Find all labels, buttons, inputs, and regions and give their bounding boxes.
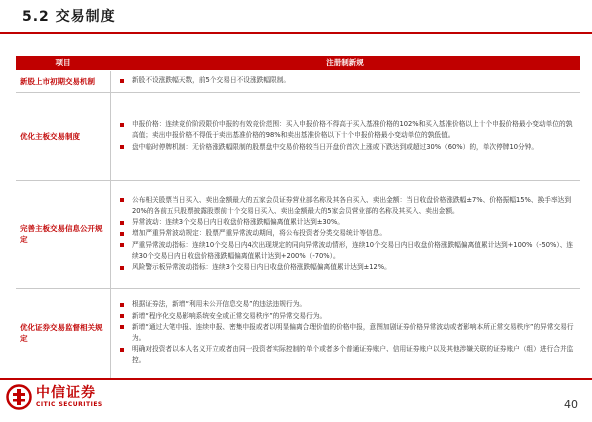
bullet-square-icon xyxy=(120,303,124,307)
bullet-square-icon xyxy=(120,145,124,149)
rule-text: 新股不设涨跌幅天数，前5个交易日不设涨跌幅限制。 xyxy=(132,76,291,85)
column-header-rule: 注册制新规 xyxy=(110,56,580,70)
brand-name-cn: 中信证券 xyxy=(36,385,96,401)
bullet-square-icon xyxy=(120,266,124,270)
citic-logo-icon xyxy=(6,384,32,410)
rule-bullet xyxy=(120,322,576,344)
rule-text: 严重异常波动指标：连续10个交易日内4次出现规定的同向异常波动情形，连续10个交易日内日收盘价格涨跌幅偏离值累计达到+100%（-50%）、连续30个交易日内日收盘价格涨跌幅偏离值累计达到+200%（-70%）。 xyxy=(132,240,574,260)
rule-bullet xyxy=(120,262,576,273)
row-rules xyxy=(110,92,580,180)
rule-text: 根据证券法，新增“利用未公开信息交易”的违法违规行为。 xyxy=(132,300,307,309)
bullet-square-icon xyxy=(120,243,124,247)
bullet-square-icon xyxy=(120,325,124,329)
bullet-square-icon xyxy=(120,79,124,83)
table-row xyxy=(16,180,580,288)
rule-text: 新增“通过大笔申报、连续申报、密集申报或者以明显偏离合理价值的价格申报，意图加剧证券价格异常波动或者影响本所正常交易秩序”的异常交易行为。 xyxy=(132,322,574,342)
brand-text xyxy=(36,385,103,409)
row-rules xyxy=(110,70,580,92)
page-title: 5.2 交易制度 xyxy=(22,9,116,25)
rule-text: 新增“程序化交易影响系统安全或正常交易秩序”的异常交易行为。 xyxy=(132,311,327,320)
brand-name-en: CITIC SECURITIES xyxy=(36,401,103,408)
page-number: 40 xyxy=(564,398,578,411)
rule-bullet xyxy=(120,344,576,366)
title-divider xyxy=(0,32,592,34)
brand-logo xyxy=(6,384,103,410)
rule-text: 公布相关股票当日买入、卖出金额最大的五家会员证券营业部名称及其各自买入、卖出金额：当日收盘价格涨跌幅±7%、价格振幅15%、换手率达到20%的各前五只股票披露股票前十个交易日买入、卖出金额最大的5家会员营业部的名称及其买入、卖出金额。 xyxy=(132,195,572,215)
rule-bullet xyxy=(120,195,576,217)
row-item-label: 优化主板交易制度 xyxy=(16,92,110,180)
rule-text: 异常波动：连续3个交易日内日收盘价格涨跌幅偏离值累计达到±30%。 xyxy=(132,218,344,227)
rule-bullet xyxy=(120,142,576,153)
table-row xyxy=(16,288,580,378)
bullet-square-icon xyxy=(120,314,124,318)
rule-text: 申报价格：连续竞价阶段限价申报的有效竞价范围：买入申报价格不得高于买入基准价格的102%和买入基准价格以上十个申报价格最小变动单位的孰高值；卖出申报价格不得低于卖出基准价格的98%和卖出基准价格以下十个申报价格最小变动单位的孰低值。 xyxy=(132,120,573,140)
table-header-row xyxy=(16,56,580,70)
rule-text: 风险警示板异常波动指标：连续3个交易日内日收盘价格涨跌幅偏离值累计达到±12%。 xyxy=(132,263,391,271)
bullet-square-icon xyxy=(120,123,124,127)
rule-bullet xyxy=(120,311,576,322)
rules-table xyxy=(16,56,580,379)
bullet-square-icon xyxy=(120,348,124,352)
row-item-label: 优化证券交易监督相关规定 xyxy=(16,288,110,378)
rule-bullet xyxy=(120,240,576,262)
footer-divider xyxy=(0,378,592,380)
bullet-square-icon xyxy=(120,198,124,202)
rule-text: 明确对投资者以本人名义开立或者由同一投资者实际控制的单个或者多个普通证券账户、信用证券账户以及其他涉嫌关联的证券账户（组）进行合并监控。 xyxy=(132,345,574,365)
rule-bullet xyxy=(120,299,576,310)
rule-text: 盘中临时停牌机制：无价格涨跌幅限制的股票盘中交易价格较当日开盘价首次上涨或下跌达到或超过30%（60%）的，单次停牌10分钟。 xyxy=(132,142,539,151)
row-rules xyxy=(110,288,580,378)
rule-bullet xyxy=(120,228,576,239)
row-item-label: 新股上市初期交易机制 xyxy=(16,70,110,92)
bullet-square-icon xyxy=(120,232,124,236)
rule-text: 增加严重异常波动规定：股票严重异常波动期间，将公布投资者分类交易统计等信息。 xyxy=(132,229,387,238)
rule-bullet xyxy=(120,119,576,141)
table-row xyxy=(16,92,580,180)
row-item-label: 完善主板交易信息公开规定 xyxy=(16,180,110,288)
column-header-item: 项目 xyxy=(16,56,110,70)
rule-bullet xyxy=(120,217,576,228)
bullet-square-icon xyxy=(120,221,124,225)
row-rules xyxy=(110,180,580,288)
table-row xyxy=(16,70,580,92)
rule-bullet xyxy=(120,75,576,86)
